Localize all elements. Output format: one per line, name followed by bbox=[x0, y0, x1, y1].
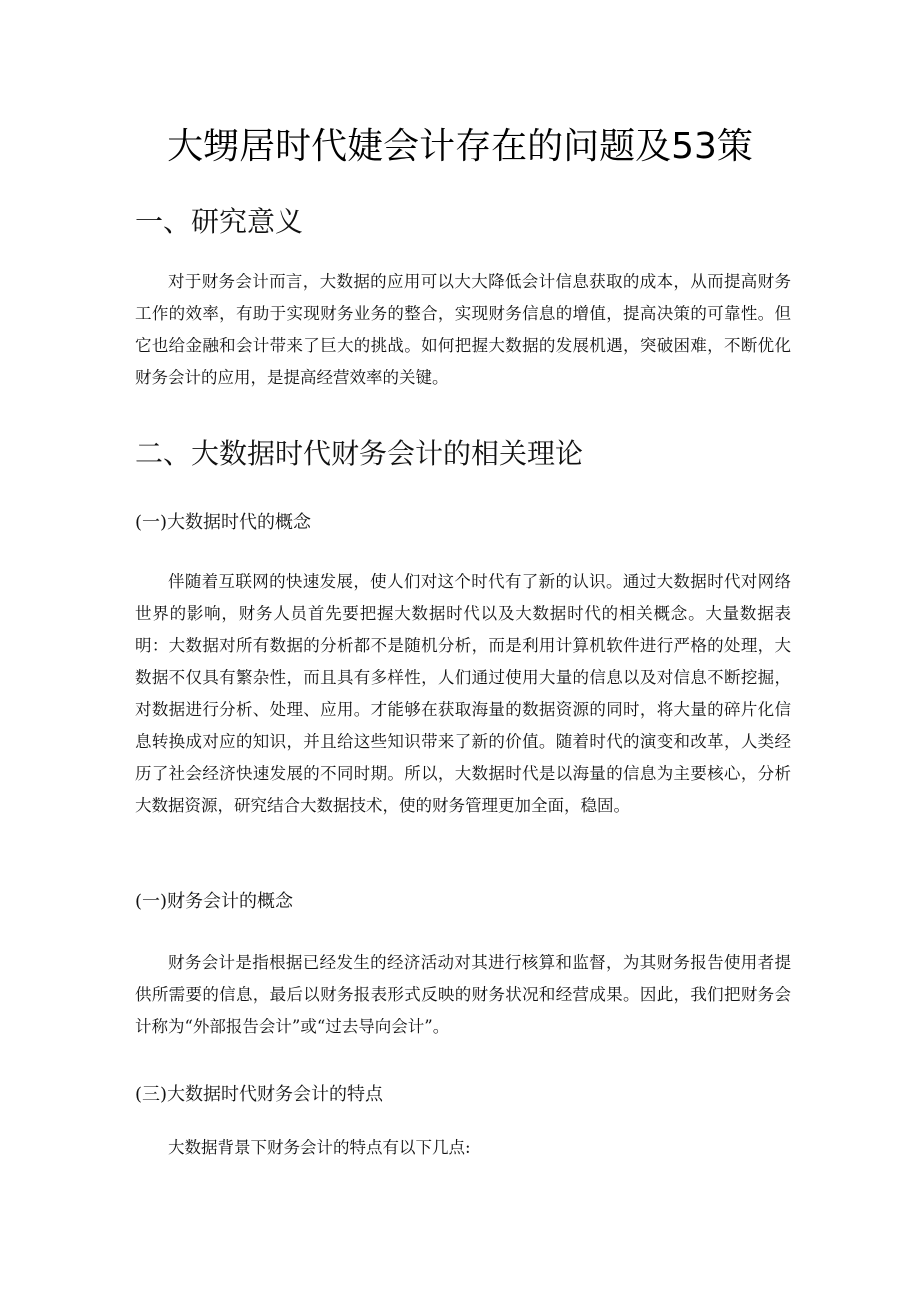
subsection-heading-characteristics: (三)大数据时代财务会计的特点 bbox=[135, 1084, 384, 1105]
paragraph-financial-accounting-concept: 财务会计是指根据已经发生的经济活动对其进行核算和监督，为其财务报告使用者提供所需要的信息，最后以财务报表形式反映的财务状况和经营成果。因此，我们把财务会计称为“外部报告会计”或“过去导向会计”。 bbox=[135, 953, 791, 1036]
paragraph-big-data-concept: 伴随着互联网的快速发展，使人们对这个时代有了新的认识。通过大数据时代对网络世界的影响，财务人员首先要把握大数据时代以及大数据时代的相关概念。大量数据表明：大数据对所有数据的分析都不是随机分析，而是利用计算机软件进行严格的处理，大数据不仅具有繁杂性，而且具有多样性，人们通过使用大量的信息以及对信息不断挖掘，对数据进行分析、处理、应用。才能够在获取海量的数据资源的同时，将大量的碎片化信息转换成对应的知识，并且给这些知识带来了新的价值。随着时代的演变和改革，人类经历了社会经济快速发展的不同时期。所以，大数据时代是以海量的信息为主要核心，分析大数据资源，研究结合大数据技术，使的财务管理更加全面，稳固。 bbox=[135, 572, 791, 815]
subsection-heading-financial-accounting-concept: (一)财务会计的概念 bbox=[135, 891, 294, 912]
document-title: 大甥居时代婕会计存在的问题及53策 bbox=[167, 126, 753, 167]
subsection-heading-big-data-concept: (一)大数据时代的概念 bbox=[135, 512, 312, 533]
paragraph-characteristics: 大数据背景下财务会计的特点有以下几点: bbox=[168, 1138, 471, 1157]
section-heading-related-theory: 二、大数据时代财务会计的相关理论 bbox=[135, 437, 584, 470]
section-heading-research-significance: 一、研究意义 bbox=[135, 205, 304, 238]
paragraph-research-significance: 对于财务会计而言，大数据的应用可以大大降低会计信息获取的成本，从而提高财务工作的效率，有助于实现财务业务的整合，实现财务信息的增值，提高决策的可靠性。但它也给金融和会计带来了巨大的挑战。如何把握大数据的发展机遇，突破困难，不断优化财务会计的应用，是提高经营效率的关键。 bbox=[135, 272, 791, 387]
